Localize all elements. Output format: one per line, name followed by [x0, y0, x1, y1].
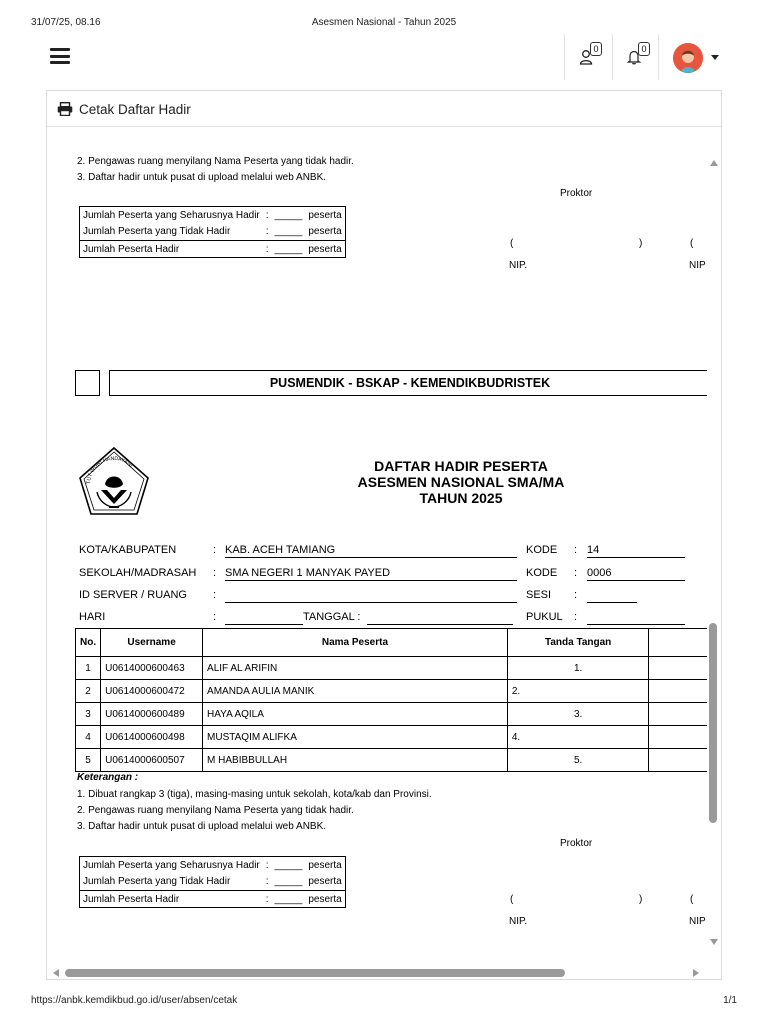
vertical-scrollbar[interactable]	[707, 157, 721, 965]
kode-value-1: 14	[587, 544, 600, 556]
document-title	[137, 458, 707, 506]
count-blank: _____	[274, 859, 303, 871]
table-row	[76, 703, 708, 726]
cell-extra	[649, 703, 707, 726]
nip-label: NIP.	[509, 916, 528, 927]
table-row	[76, 657, 708, 680]
print-header	[0, 17, 768, 31]
agency-text: PUSMENDIK - BSKAP - KEMENDIKBUDRISTEK	[269, 376, 551, 390]
scroll-down-icon[interactable]	[710, 939, 718, 945]
kode-label-2: KODE	[526, 567, 558, 579]
count-blank: _____	[274, 209, 303, 221]
print-card	[46, 90, 722, 980]
avatar-image	[673, 43, 703, 73]
cell-username: U0614000600507	[101, 749, 203, 772]
top-navbar	[46, 34, 726, 82]
prev-counts-table	[79, 206, 346, 258]
count-unit: peserta	[308, 243, 342, 255]
cell-username: U0614000600463	[101, 657, 203, 680]
prev-paren-open-2: (	[690, 238, 694, 249]
note-2: 2. Pengawas ruang menyilang Nama Peserta yang tidak hadir.	[77, 805, 354, 816]
count-unit: peserta	[308, 209, 342, 221]
server-label: ID SERVER / RUANG	[79, 589, 187, 601]
cell-nama: AMANDA AULIA MANIK	[203, 680, 508, 703]
prev-count-row	[80, 207, 346, 224]
user-status-button[interactable]	[564, 34, 608, 80]
scroll-left-icon[interactable]	[53, 969, 59, 977]
menu-icon[interactable]	[50, 48, 70, 64]
count-label: Jumlah Peserta yang Seharusnya Hadir	[83, 209, 260, 221]
cell-username: U0614000600472	[101, 680, 203, 703]
count-blank: _____	[274, 226, 303, 238]
print-title: Asesmen Nasional - Tahun 2025	[311, 17, 457, 28]
prev-note-2: 2. Pengawas ruang menyilang Nama Peserta yang tidak hadir.	[77, 156, 354, 167]
cell-no: 2	[76, 680, 101, 703]
kode-colon-2: :	[574, 567, 578, 579]
agency-banner	[109, 370, 707, 396]
kode-colon-1: :	[574, 544, 578, 556]
count-unit: peserta	[308, 859, 342, 871]
table-row	[76, 726, 708, 749]
horizontal-scrollbar[interactable]	[47, 966, 707, 980]
keterangan-title: Keterangan :	[77, 772, 139, 783]
sekolah-label: SEKOLAH/MADRASAH	[79, 567, 197, 579]
pukul-label: PUKUL	[526, 611, 563, 623]
prev-note-3: 3. Daftar hadir untuk pusat di upload melalui web ANBK.	[77, 172, 327, 183]
prev-paren-close: )	[639, 238, 643, 249]
counts-table	[79, 856, 346, 908]
print-datetime: 31/07/25, 08.16	[31, 17, 101, 28]
count-colon: :	[265, 243, 269, 255]
sekolah-colon: :	[213, 567, 217, 579]
kota-value: KAB. ACEH TAMIANG	[225, 544, 336, 556]
cell-extra	[649, 749, 707, 772]
col-header-extra	[649, 629, 707, 657]
count-label: Jumlah Peserta yang Tidak Hadir	[83, 226, 231, 238]
server-colon: :	[213, 589, 217, 601]
hari-label: HARI	[79, 611, 106, 623]
nip-label-2: NIP	[689, 916, 706, 927]
cell-no: 1	[76, 657, 101, 680]
cell-nama: M HABIBBULLAH	[203, 749, 508, 772]
notification-badge: 0	[638, 42, 650, 56]
count-blank: _____	[274, 893, 303, 905]
kode-label-1: KODE	[526, 544, 558, 556]
note-1: 1. Dibuat rangkap 3 (tiga), masing-masing untuk sekolah, kota/kab dan Provinsi.	[77, 789, 432, 800]
cell-extra	[649, 657, 707, 680]
pukul-colon: :	[574, 611, 578, 623]
sekolah-value: SMA NEGERI 1 MANYAK PAYED	[225, 567, 391, 579]
sesi-colon: :	[574, 589, 578, 601]
proktor-label: Proktor	[560, 838, 593, 849]
pukul-field	[587, 611, 685, 625]
horizontal-scroll-thumb[interactable]	[65, 969, 565, 977]
cell-extra	[649, 680, 707, 703]
count-unit: peserta	[308, 893, 342, 905]
count-unit: peserta	[308, 876, 342, 888]
vertical-scroll-thumb[interactable]	[709, 623, 717, 823]
cell-extra	[649, 726, 707, 749]
cell-nama: HAYA AQILA	[203, 703, 508, 726]
hari-colon: :	[213, 611, 217, 623]
paren-open: (	[510, 894, 514, 905]
user-menu[interactable]	[658, 34, 726, 80]
prev-count-row	[80, 241, 346, 258]
hari-field	[225, 611, 303, 625]
tanggal-label: TANGGAL :	[303, 611, 361, 623]
cell-username: U0614000600498	[101, 726, 203, 749]
prev-paren-open: (	[510, 238, 514, 249]
paren-close: )	[639, 894, 643, 905]
count-colon: :	[265, 859, 269, 871]
col-header-nama: Nama Peserta	[203, 629, 508, 657]
cell-ttd: 1.	[507, 657, 649, 680]
kode-field-1	[587, 544, 685, 558]
count-label: Jumlah Peserta Hadir	[83, 243, 180, 255]
count-colon: :	[265, 226, 269, 238]
kode-value-2: 0006	[587, 567, 612, 579]
count-colon: :	[265, 209, 269, 221]
title-line-1: DAFTAR HADIR PESERTA	[374, 458, 548, 474]
count-label: Jumlah Peserta yang Seharusnya Hadir	[83, 859, 260, 871]
paren-open-2: (	[690, 894, 694, 905]
kode-field-2	[587, 567, 685, 581]
cell-ttd: 5.	[507, 749, 649, 772]
kota-colon: :	[213, 544, 217, 556]
page-corner-box	[75, 370, 100, 396]
col-header-tanda-tangan: Tanda Tangan	[507, 629, 649, 657]
sesi-field	[587, 589, 637, 603]
count-label: Jumlah Peserta yang Tidak Hadir	[83, 876, 231, 888]
cell-username: U0614000600489	[101, 703, 203, 726]
sekolah-field	[225, 567, 517, 581]
table-row	[76, 680, 708, 703]
count-colon: :	[265, 876, 269, 888]
count-row	[80, 891, 346, 908]
prev-nip-label-2: NIP	[689, 260, 706, 271]
count-unit: peserta	[308, 226, 342, 238]
table-header-row	[76, 629, 708, 657]
card-header	[47, 91, 721, 127]
print-url: https://anbk.kemdikbud.go.id/user/absen/cetak	[31, 995, 238, 1006]
server-field	[225, 589, 517, 603]
printer-icon	[57, 102, 73, 116]
card-title: Cetak Daftar Hadir	[79, 102, 191, 117]
notification-button[interactable]	[612, 34, 656, 80]
table-row	[76, 749, 708, 772]
col-header-no: No.	[76, 629, 101, 657]
cell-no: 5	[76, 749, 101, 772]
title-line-3: TAHUN 2025	[419, 490, 503, 506]
note-3: 3. Daftar hadir untuk pusat di upload melalui web ANBK.	[77, 821, 327, 832]
prev-nip-label: NIP.	[509, 260, 528, 271]
cell-no: 4	[76, 726, 101, 749]
count-blank: _____	[274, 243, 303, 255]
user-badge: 0	[590, 42, 602, 56]
prev-count-row	[80, 224, 346, 241]
title-line-2: ASESMEN NASIONAL SMA/MA	[357, 474, 565, 490]
cell-nama: ALIF AL ARIFIN	[203, 657, 508, 680]
cell-nama: MUSTAQIM ALIFKA	[203, 726, 508, 749]
col-header-username: Username	[101, 629, 203, 657]
cell-ttd: 4.	[507, 726, 649, 749]
sesi-label: SESI	[526, 589, 552, 601]
chevron-down-icon	[711, 55, 719, 60]
tanggal-field	[367, 611, 513, 625]
count-colon: :	[265, 893, 269, 905]
cell-ttd: 3.	[507, 703, 649, 726]
print-page-number: 1/1	[723, 995, 737, 1006]
avatar[interactable]	[673, 43, 703, 73]
kota-field	[225, 544, 517, 558]
document-viewport[interactable]	[47, 128, 707, 966]
count-label: Jumlah Peserta Hadir	[83, 893, 180, 905]
prev-proktor-label: Proktor	[560, 188, 593, 199]
count-blank: _____	[274, 876, 303, 888]
attendance-table	[75, 628, 707, 772]
logo-text: TUT WURI HANDAYANI	[85, 455, 134, 485]
cell-no: 3	[76, 703, 101, 726]
count-row	[80, 874, 346, 891]
scroll-up-icon[interactable]	[710, 160, 718, 166]
count-row	[80, 857, 346, 874]
cell-ttd: 2.	[507, 680, 649, 703]
kota-label: KOTA/KABUPATEN	[79, 544, 177, 556]
scroll-right-icon[interactable]	[693, 969, 699, 977]
